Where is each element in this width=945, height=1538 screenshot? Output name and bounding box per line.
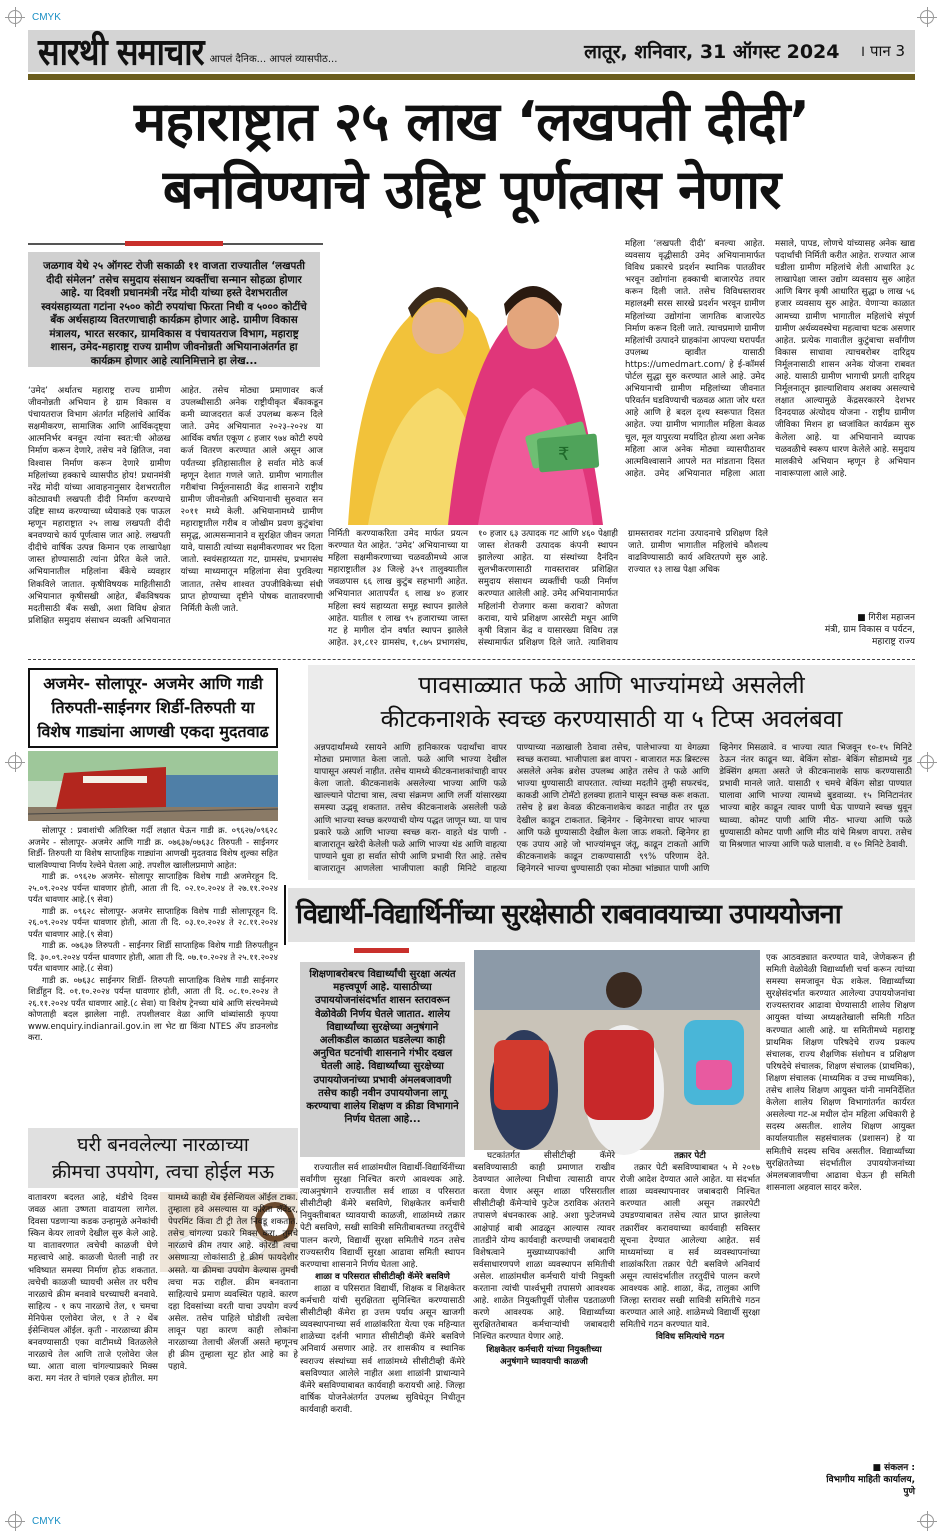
registration-mark	[8, 10, 22, 24]
newspaper-logo: सारथी समाचार	[38, 29, 204, 74]
rail-paragraph: गाडी क्र. ०९६२८ सोलापूर- अजमेर साप्ताहिक विशेष गाडी सोलापूरहून दि. २६.०९.२०२४ पर्यन्त धावणार होती, आता ती दि. ०३.१०.२०२४ ते २८.११.२०२४ पर्यंत धावणार आहे.(९ सेवा)	[28, 905, 278, 939]
registration-mark	[920, 10, 934, 24]
school-credit	[770, 1462, 915, 1498]
school-intro: शिक्षणाबरोबरच विद्यार्थ्यांची सुरक्षा अत्यंत महत्त्वपूर्ण आहे. यासाठीच्या उपाययोजनांसंदर्भात शासन स्तरावरून वेळोवेळी निर्णय घेतले जातात. शालेय विद्यार्थ्यांच्या सुरक्षेच्या अनुषंगाने अलीकडील काळात घडलेल्या काही अनुचित घटनांची शासनाने गंभीर दखल घेतली आहे. विद्यार्थ्यांच्या सुरक्षेच्या उपाययोजनांच्या प्रभावी अंमलबजावणी तसेच काही नवीन उपाययोजना लागू करण्याचा शालेय शिक्षण व क्रीडा विभागाने निर्णय घेतला आहे...	[300, 962, 465, 1157]
pesticide-headline-line-1: पावसाळ्यात फळे आणि भाज्यांमध्ये असलेली	[418, 671, 805, 699]
cream-headline-line-2: क्रीमचा उपयोग, त्वचा होईल मऊ	[52, 1161, 274, 1183]
dateline: लातूर, शनिवार, 31 ऑगस्ट 2024	[584, 41, 840, 63]
cream-body: वातावरण बदलत आहे, थंडीचे दिवस जवळ आता उष्णता वाढायला लागेल. दिवसा पडणाऱ्या कडक उन्हामुळे अनेकांची स्किन केयर लावणे देखील सुरु केले आहे. या वातावरणात त्वचेची काळजी घेणे महत्त्वाचे आहे. काळजी घेतली नाही तर भविष्यात समस्या निर्माण होऊ शकतात. त्वचेची काळजी घ्यायची असेल तर घरीच नारळाचे क्रीम बनवावे घरच्याघरी बनवावे. साहित्य - १ कप नारळाचे तेल, १ चमचा मेनिफेस एलोवेरा जेल, १ ते २ थेंब ईसेन्शियल ऑईल. कृती - नारळाच्या क्रीम बनवण्यासाठी एका वाटीमध्ये वितळलेले नारळाचे तेल आणि ताजे एलोवेरा जेल घ्या. आता वाला चांगल्याप्रकारे मिक्स करा. मग नंतर ते चांगले एकत्र होतील. मग यामध्ये काही थेंब ईसेन्शियल ऑईल टाका. तुम्हाला हवे असल्यास या करिता लॅवेंडर, पेपरमिंट किंवा टी ट्री तेल निवडू शकतात. तसेच चांगल्या प्रकारे मिक्स करा. तुमचे नारळाचे क्रीम तयार आहे. कोरडी त्वचा असणाऱ्या लोकांसाठी हे क्रीम फायदेशीर असते. या क्रीमचा उपयोग केल्यास तुमची त्वचा मऊ राहील. क्रीम बनवताना साहित्याचे प्रमाण व्यवस्थित पहावे. कारण दहा दिवसांच्या वरती याचा उपयोग वर्ज्य असेल. तसेच पाहिले घोडीशी त्वचेला लावून पहा कारण काही लोकांना नारळाच्या तेलाची ॲलर्जी असते म्हणूनच ही क्रीम तुम्हाला सूट होत आहे का हे पहावे.	[28, 1193, 298, 1385]
rail-paragraph: गाडी क्र. ०७६३७ तिरुपती - साईनगर शिर्डी साप्ताहिक विशेष गाडी तिरुपतीहून दि. ३०.०९.२०२४ पर्यन्त धावणार होती, आता ती दि. ०७.१०.२०२४ ते २५.११.२०२४ पर्यंत धावणार आहे.(८ सेवा)	[28, 940, 278, 973]
rail-paragraph: सोलापूर : प्रवाशांची अतिरिक्त गर्दी लक्षात घेऊन गाडी क्र. ०९६२७/०९६२८ अजमेर - सोलापूर- अजमेर आणि गाडी क्र. ०७६३७/०७६३८ तिरुपती - साईनगर शिर्डी- तिरुपती या विशेष साप्ताहिक गाड्यांना आणखी मुदतवाढ विशेष शुल्का सहित चालविण्याचा निर्णय रेल्वेने घेतला आहे. तपशील खालीलप्रमाणे आहेत:	[28, 825, 278, 870]
lead-headline-line-2: बनविण्याचे उद्दिष्ट पूर्णत्वास नेणार	[162, 158, 781, 221]
author-state: महाराष्ट्र राज्य	[871, 637, 915, 647]
cream-headline	[28, 1128, 298, 1188]
lead-headline	[28, 88, 915, 224]
pesticide-headline-line-2: कीटकनाशके स्वच्छ करण्यासाठी या ५ टिप्स अवलंबवा	[380, 705, 843, 733]
school-headline: विद्यार्थी-विद्यार्थिनींच्या सुरक्षेसाठी राबवावयाच्या उपाययोजना	[288, 888, 915, 942]
lead-headline-line-1: महाराष्ट्रात २५ लाख ‘लखपती दीदी’	[133, 90, 810, 153]
lead-body-right: महिला ‘लखपती दीदी’ बनल्या आहेत. व्यवसाय वृद्धीसाठी उमेद अभियानामार्फत विविध प्रकारचे प्रदर्शन स्थानिक पातळीवर भरवून उद्योगांना हक्काची बाजारपेठ तयार करून दिली जाते. तसेच विविधस्तरावर महालक्ष्मी सरस सारखे प्रदर्शन भरवून ग्रामीण महिलांच्या उद्योगांना जागतिक बाजारपेठ निर्माण करून दिली जाते. त्याचप्रमाणे ग्रामीण महिलांची उत्पादने ग्राहकांना आपल्या घरापर्यंत उपलब्ध व्हावीत यासाठी https://umedmart.com/ हे ई-कॉमर्स पोर्टल सुद्धा सुरु करण्यात आले आहे. उमेद अभियानाची ग्रामीण महिलांच्या जीवनात परिवर्तन घडविण्याची चळवळ आता जोर धरत आहे आणि हे बदल दृश्य स्वरूपात दिसत आहेत. ज्या ग्रामीण भागातील महिला केवळ चूल, मूल यापुरत्या मर्यादित होत्या अशा अनेक महिला आज अनेक मोठ्या व्यासपीठावर आत्मविश्वासाने आपले मत मांडताना दिसत आहेत. उमेद अभियानात महिला आता मसाले, पापड, लोणचे यांच्यासह अनेक खाद्य पदार्थांची निर्मिती करीत आहेत. राज्यात आज घडीला ग्रामीण महिलांचे शेती आधारित ३८ लाखापेक्षा जास्त उद्योग व्यवसाय सुरु आहेत आणि बिगर कृषी आधारित सुद्धा ७ लाख ५६ हजार व्यवसाय सुरु आहेत. येणाऱ्या काळात आमच्या ग्रामीण भागातील महिलांचे संपूर्ण ग्रामीण अर्थव्यवस्थेचा महत्वाचा घटक असणार आहेत. प्रत्येक गावातील कुटुंबाचा सर्वांगीण विकास साधावा त्याचबरोबर दारिद्र्य निर्मूलनासाठी शासन अनेक योजना राबवत आहे. यासाठी ग्रामीण भागाची प्रगती दारिद्र्य निर्मूलनातून झाल्याशिवाय अशक्य असल्याचे लक्षात आल्यामुळे केंद्रसरकारने देशभर दिनदयाळ अंत्योदय योजना - राष्ट्रीय ग्रामीण जीविका मिशन हा ध्वजांकित कार्यक्रम सुरु केलेला आहे. या अभियानाने व्यापक चळवळीचे स्वरूप धारण केलेले आहे. समुदाय मालकीचे अभियान म्हणून हे अभियान नावारूपाला आले आहे.	[625, 239, 915, 479]
section-divider	[28, 659, 915, 660]
lead-body-left: ‘उमेद’ अर्थातच महाराष्ट्र राज्य ग्रामीण जीवनोन्नती अभियान हे ग्राम विकास व पंचायतराज विभाग अंतर्गत महिलांचे आर्थिक सक्षमीकरण, सामाजिक आणि आर्थिकदृष्ट्या आत्मनिर्भर बनवून त्यांना स्वत:ची ओळख निर्माण करून देणारे, तसेच नवे क्षितिज, नवा विश्वास निर्माण करून देणारे ग्रामीण महिलांच्या हक्काचे व्यासपीठ होय! प्रधानमंत्री नरेंद्र मोदी यांच्या आवाहनानुसार देशभरातील कोट्यावधी लखपती दीदी निर्माण करण्याचे उद्दिष्ट साध्य करण्याच्या ध्येयाकडे एक पाऊल म्हणून महाराष्ट्रात २५ लाख लखपती दीदी बनवण्याचे कार्य पूर्णत्वास जात आहे. लखपती दीदीचे वार्षिक उत्पन्न किमान एक लाखापेक्षा जास्त होण्यासाठी त्यांना प्रेरित केले जाते. अभियानातील महिलांना बँकेचे व्यवहार शिकविले जातात. कृषीविषयक माहितीसाठी अभियानात कृषीसखी आहेत, बँकविषयक मदतीसाठी बँक सखी, अशा विविध क्षेत्रात प्रशिक्षित समुदाय संसाधन व्यक्ती अभियानात आहेत. तसेच मोठ्या प्रमाणावर कर्ज उपलब्धीसाठी अनेक राष्ट्रीयीकृत बँकाकडून कमी व्याजदरात कर्ज उपलब्ध करून दिले जाते. उमेद अभियानात २०२३-२०२४ या आर्थिक वर्षात एकूण ८ हजार ९७४ कोटी रुपये कर्ज वितरण करण्यात आले असून आज पर्यंतच्या इतिहासातील हे सर्वात मोठे कर्ज म्हणून देशात गणले जाते. ग्रामीण भागातील गरीबांचा निर्मूलनासाठी केंद्र शासनाने राष्ट्रीय ग्रामीण जीवनोन्नती अभियानाची सुरुवात सन २०११ मध्ये केली. अभियानामध्ये ग्रामीण महाराष्ट्रातील गरीब व जोखीम प्रवण कुटुंबांचा समृद्ध, आत्मसन्मानाने व सुरक्षित जीवन जगता यावे, यासाठी त्यांच्या सक्षमीकरणावर भर दिला जातो. स्वयंसहाय्यता गट, ग्रामसंघ, प्रभागसंघ यांच्या माध्यमातून महिलांना सेवा पुरविल्या जातात, तसेच शाश्वत उपजीविकेच्या संधी प्राप्त होण्याच्या दृष्टीने पोषक वातावरणाची निर्मिती केली जाते.	[28, 386, 323, 626]
school-paragraph: तक्रार पेटी बसविण्याबाबत ५ मे २०१७ रोजी आदेश देण्यात आले आहेत. या संदर्भात शाळा व्यवस्थापनावर जबाबदारी निश्चित करण्यात आली असून तक्रारपेटी उघडण्याबाबत तसेच त्यात प्राप्त झालेल्या तक्रारींवर करावयाच्या कार्यवाही सविस्तर सूचना देण्यात आलेल्या आहेत. सर्व माध्यमांच्या व सर्व व्यवस्थापनांच्या शाळांकरिता तक्रार पेटी बसविणे अनिवार्य असून त्यासंदर्भातील तरतुदींचे पालन करणे आवश्यक आहे. शाळा, केंद्र, तालुका आणि जिल्हा स्तरावर सखी सावित्री समितीचे गठन करण्यात आले आहे. शाळेमध्ये विद्यार्थी सुरक्षा समितीचे गठन करण्यात यावे.	[620, 1163, 760, 1331]
cream-headline-line-1: घरी बनवलेल्या नारळाच्या	[77, 1134, 249, 1156]
credit-office: विभागीय माहिती कार्यालय,	[826, 1475, 915, 1485]
school-paragraph: घटकांतर्गत सीसीटीव्ही कॅमेरे बसविण्यासाठी काही प्रमाणात राखीव ठेवण्यात आलेल्या निधीचा त्यासाठी वापर करता येणार असून शाळा परिसरातील सीसीटीव्ही कॅमेऱ्यांचे फुटेज ठराविक अंतराने तपासणे बंधनकारक आहे. अशा फुटेजमध्ये आक्षेपार्ह बाबी आढळून आल्यास त्यावर तातडीने योग्य कार्यवाही करण्याची जबाबदारी विशेषत्वाने मुख्याध्यापकांची आणि सर्वसाधारणपणे शाळा व्यवस्थापन समितीची असेल. शाळांमधील कर्मचारी यांची नियुक्ती करताना त्यांची पार्श्वभूमी तपासणे आवश्यक आहे. शाळेत नियुक्तीपूर्वी पोलीस पडताळणी करणे आवश्यक आहे. विद्यार्थ्यांच्या सुरक्षिततेबाबत कर्मचाऱ्यांची जबाबदारी निश्चित करण्यात येणार आहे.	[473, 1151, 615, 1343]
school-column-1	[300, 1162, 465, 1502]
lead-intro: जळगाव येथे २५ ऑगस्ट रोजी सकाळी ११ वाजता राज्यातील ‘लखपती दीदी संमेलन’ तसेच समुदाय संसाधन व्यक्तींचा सन्मान सोहळा होणार आहे. या दिवशी प्रधानमंत्री नरेंद्र मोदी यांच्या हस्ते देशभरातील स्वयंसहाय्यता गटांना २५०० कोटी रुपयांचा फिरता निधी व ५००० कोटींचे बँक अर्थसहाय्य वितरणाचाही कार्यक्रम होणार आहे. ग्रामीण विकास मंत्रालय, भारत सरकार, ग्रामविकास व पंचायतराज विभाग, महाराष्ट्र शासन, उमेद-महाराष्ट्र राज्य ग्रामीण जीवनोन्नती अभियानाअंतर्गत हा कार्यक्रम होणार आहे त्यानिमित्ताने हा लेख...	[28, 252, 320, 367]
school-subheading-committees: विविध समित्यांचे गठन	[655, 1332, 725, 1343]
credit-label: संकलन :	[884, 1463, 915, 1473]
school-subheading-complaint-box: तक्रार पेटी	[674, 1151, 706, 1161]
credit-city: पुणे	[903, 1487, 915, 1497]
school-subheading-cctv: शाळा व परिसरात सीसीटीव्ही कॅमेरे बसविणे	[315, 1271, 450, 1282]
school-heading-bar	[284, 885, 286, 945]
page-number: । पान 3	[859, 42, 905, 60]
svg-text:₹: ₹	[558, 444, 570, 465]
registration-mark	[8, 755, 22, 769]
school-column-3	[620, 1150, 760, 1502]
school-column-2	[473, 1150, 615, 1502]
school-column-4: एक आठवड्यात करण्यात यावे, जेणेकरून ही समिती वेळोवेळी विद्यार्थ्यांशी चर्चा करून त्यांच्या समस्या समजावून घेऊ शकेल. विद्यार्थ्यांच्या सुरक्षेसंदर्भात करण्यात आलेल्या उपाययोजनांचा राज्यस्तरावर आढावा घेण्यासाठी शालेय शिक्षण आयुक्त यांच्या अध्यक्षतेखाली समिती गठित करण्यात आली आहे. या समितीमध्ये महाराष्ट्र प्राथमिक शिक्षण परिषदेचे राज्य प्रकल्प संचालक, राज्य शैक्षणिक संशोधन व प्रशिक्षण परिषदेचे संचालक, शिक्षण संचालक (प्राथमिक), शिक्षण संचालक (माध्यमिक व उच्च माध्यमिक), तसेच शालेय शिक्षण आयुक्त यांनी नामनिर्देशित केलेला शालेय शिक्षण विभागांतर्गत कार्यरत असलेल्या गट-अ मधील दोन महिला अधिकारी हे सदस्य असतील. शालेय शिक्षण आयुक्त कार्यालयातील सहसंचालक (प्रशासन) हे या समितीचे सदस्य सचिव असतील. विद्यार्थ्यांच्या सुरक्षिततेच्या संदर्भातील उपाययोजनांच्या अंमलबजावणीचा आढावा घेऊन ही समिती शासनाला अहवाल सादर करेल.	[766, 953, 915, 1193]
schoolchildren-photo	[474, 950, 760, 1150]
masthead	[28, 30, 915, 72]
cmyk-mark: CMYK	[32, 12, 61, 23]
registration-mark	[920, 755, 934, 769]
registration-mark	[920, 1514, 934, 1528]
bullet-square-icon: ■	[872, 1463, 885, 1473]
lead-signature	[770, 612, 915, 648]
school-paragraph: शाळा व परिसरात विद्यार्थी, शिक्षक व शिक्षकेतर कर्मचारी यांची सुरक्षितता सुनिश्चित करण्यासाठी सीसीटीव्ही कॅमेरा हा उत्तम पर्याय असून खाजगी व्यवस्थापनाच्या सर्व शाळांकरिता येत्या एक महिन्यात शाळेच्या दर्शनी भागात सीसीटीव्ही कॅमेरे बसविणे अनिवार्य असणार आहे. तर शासकीय व स्थानिक स्वराज्य संस्थांच्या सर्व शाळांमध्ये सीसीटीव्ही कॅमेरे बसविण्यात आलेले नाहीत अशा शाळांनी प्राधान्याने कॅमेरे बसविण्याबाबत कार्यवाही करायची आहे. जिल्हा वार्षिक योजनेअंतर्गत उपलब्ध सुविधेतून निधीतून कार्यवाही करावी.	[300, 1283, 465, 1415]
bullet-square-icon: ■	[857, 613, 869, 623]
author-name: गिरीश महाजन	[868, 613, 915, 623]
cmyk-mark-bottom: CMYK	[32, 1516, 61, 1527]
rail-paragraph: गाडी क्र. ०७६३८ साईनगर शिर्डी- तिरुपती साप्ताहिक विशेष गाडी साईनगर शिर्डीहून दि. ०१.१०.२०२४ पर्यन्त धावणार होती, आता ती दि. ०८.१०.२०२४ ते २६.११.२०२४ पर्यंत धावणार आहे.(८ सेवा) या विशेष ट्रेनच्या थांबे आणि संरचनेमध्ये कोणताही बदल झालेला नाही. तपशीलवार वेळा आणि थांब्यांसाठी कृपया www.enquiry.indianrail.gov.in ला भेट द्या किंवा NTES ॲप डाउनलोड करा.	[28, 974, 278, 1042]
registration-mark	[8, 1514, 22, 1528]
section-rule	[300, 952, 465, 954]
pesticide-headline	[308, 668, 915, 736]
lead-body-middle: निर्मिती करण्याकरिता उमेद मार्फत प्रयत्न करण्यात येत आहेत. ‘उमेद’ अभियानाच्या या महिला सक्षमीकरणाच्या चळवळीमध्ये आज महाराष्ट्रातील ३४ जिल्हे ३५१ तालुक्यातील जवळपास ६६ लाख कुटुंब सहभागी आहेत. अभियानात आतापर्यंत ६ लाख ४० हजार महिला स्वयं सहाय्यता समूह स्थापन झालेले आहेत. यातील १ लाख ९५ हजाराच्या जास्त गट हे मागील दोन वर्षात स्थापन झालेले आहेत. ३१,८१२ ग्रामसंघ, १,८७५ प्रभागसंघ, १० हजार ६३ उत्पादक गट आणि ४६० पेक्षाही जास्त शेतकरी उत्पादक कंपनी स्थापन झालेल्या आहेत. या संस्थांच्या दैनंदिन सुलभीकरणासाठी गावस्तरावर प्रशिक्षित समुदाय संसाधन व्यक्तींची फळी निर्माण करण्यात आलेली आहे. उमेद अभियानामार्फत महिलांनी रोजगार कसा करावा? कोणता करावा, याचे प्रशिक्षण आरसेटी मधून आणि कृषी विज्ञान केंद्र व यासारख्या विविध तज्ञ संस्थामार्फत प्रशिक्षण दिले जाते. त्याशिवाय ग्रामस्तरावर गटांना उत्पादनाचे प्रशिक्षण दिले जाते. ग्रामीण भागातील महिलांचे कौशल्य वाढविण्यासाठी कार्य अविरतपणे सुरु आहे. राज्यात १३ लाख पेक्षा अधिक	[328, 529, 768, 648]
rail-body	[28, 825, 278, 1123]
author-title: मंत्री, ग्राम विकास व पर्यटन,	[824, 625, 915, 635]
section-rule	[28, 243, 323, 245]
header-rule	[28, 74, 915, 80]
school-subheading-staff: शिक्षकेतर कर्मचारी यांच्या नियुक्तीच्या अनुषंगाने घ्यावयाची काळजी	[486, 1344, 602, 1367]
school-paragraph: राज्यातील सर्व शाळांमधील विद्यार्थी-विद्यार्थिनींच्या सर्वांगीण सुरक्षा निश्चित करणे आवश्यक आहे. त्याअनुषंगाने राज्यातील सर्व शाळा व परिसरात सीसीटीव्ही कॅमेरे बसविणे, शिक्षकेतर कर्मचारी नियुक्तीबाबत घ्यावयाची काळजी, शाळांमध्ये तक्रार पेटी बसविणे, सखी सावित्री समितीबाबतच्या तरतुदींचे पालन करणे, विद्यार्थी सुरक्षा समितीचे गठन तसेच राज्यस्तरीय विद्यार्थी सुरक्षा आढावा समिती स्थापन करण्याचा शासनाने निर्णय घेतला आहे.	[300, 1163, 465, 1270]
rail-headline: अजमेर- सोलापूर- अजमेर आणि गाडी तिरुपती-साईनगर शिर्डी-तिरुपती या विशेष गाड्यांना आणखी एकदा मुदतवाढ	[28, 668, 278, 748]
rail-paragraph: गाडी क्र. ०९६२७ अजमेर- सोलापूर साप्ताहिक विशेष गाडी अजमेरहून दि. २५.०९.२०२४ पर्यन्त धावणार होती, आता ती दि. ०२.१०.२०२४ ते २७.११.२०२४ पर्यंत धावणार आहे.(९ सेवा)	[28, 871, 278, 904]
tagline: आपलं दैनिक... आपलं व्यासपीठ...	[209, 54, 338, 65]
train-photo	[28, 751, 278, 821]
lakhpati-didi-illustration	[328, 238, 618, 525]
pesticide-body: अन्नपदार्थांमध्ये रसायने आणि हानिकारक पदार्थांचा वापर मोठ्या प्रमाणात केला जातो. फळे आणि भाज्या देखील यापासून अस्पर्श नाहीत. तसेच यामध्ये कीटकनाशकांचाही वापर केला जातो. कीटकनाशके असलेल्या भाज्या आणि फळे खाल्ल्याने पोटाचा त्रास, त्वचा संक्रमण आणि लर्जी यांसारख्या समस्या उद्भवू शकतात. तसेच कीटकनाशके असलेली फळे आणि भाज्या स्वच्छ करण्याची योग्य पद्धत जाणून घ्या. या पाच प्रकारे फळे आणि भाज्या स्वच्छ करा- वाहते थंड पाणी - बाजारातून खरेदी केलेली फळे आणि भाज्या थंड आणि वाहत्या पाण्याने धुवा हा सर्वात सोपी आणि प्रभावी रित आहे. तसेच बाजारातून आणलेला भाजीपाला काही मिनिटे वाहत्या पाण्याच्या नळाखाली ठेवावा तसेच, पालेभाज्या या वेगळ्या स्वच्छ कराव्या. भाजीपाला ब्रश वापरा - बाजारात मऊ ब्रिस्टल्स असलेले अनेक ब्रशेस उपलब्ध आहेत तसेच ते फळे आणि भाज्या धुण्यासाठी वापरतात. त्यांच्या मदतीने तुम्ही सफरचंद, काकडी आणि टोमॅटो हलक्या हाताने घासून स्वच्छ करू शकता. तसेच हे ब्रश केवळ कीटकनाशकेच काढत नाहीत तर धूळ देखील काढून टाकतात. व्हिनेगर - व्हिनेगरचा वापर भाज्या आणि फळे धुण्यासाठी देखील केला जाऊ शकतो. व्हिनेगर हा एक उपाय आहे जो भाज्यांमधून जंतू, काढून टाकतो आणि कीटकनाशके काढून टाकण्यासाठी ९९% परिणाम देते. व्हिनेगरने भाज्या धुण्यासाठी एका मोठ्या भांड्यात पाणी आणि व्हिनेगर मिसळावे. व भाज्या त्यात भिजवून १०-१५ मिनिटे ठेऊन नंतर काढून घ्या. बेकिंग सोडा- बेकिंग सोडामध्ये गुड डेक्सिंग क्षमता असते जे कीटकनाशके साफ करण्यासाठी प्रभावी मानले जाते. यासाठी १ चमचे बेकिंग सोडा पाण्यात घालावा आणि भाज्या त्यामध्ये बुडवाव्या. १५ मिनिटानंतर भाज्या बाहेर काढून त्यावर पाणी घेऊ पाण्याने स्वच्छ धुवून घ्याव्या. कोमट पाणी आणि मीठ- भाज्या आणि फळे धुण्यासाठी कोमट पाणी आणि मीठ यांचे मिश्रण वापरा. तसेच या मिश्रणात भाज्या आणि फळे घालावी. व १० मिनिटे ठेवावी.	[314, 743, 912, 874]
rail-article	[28, 668, 278, 1123]
